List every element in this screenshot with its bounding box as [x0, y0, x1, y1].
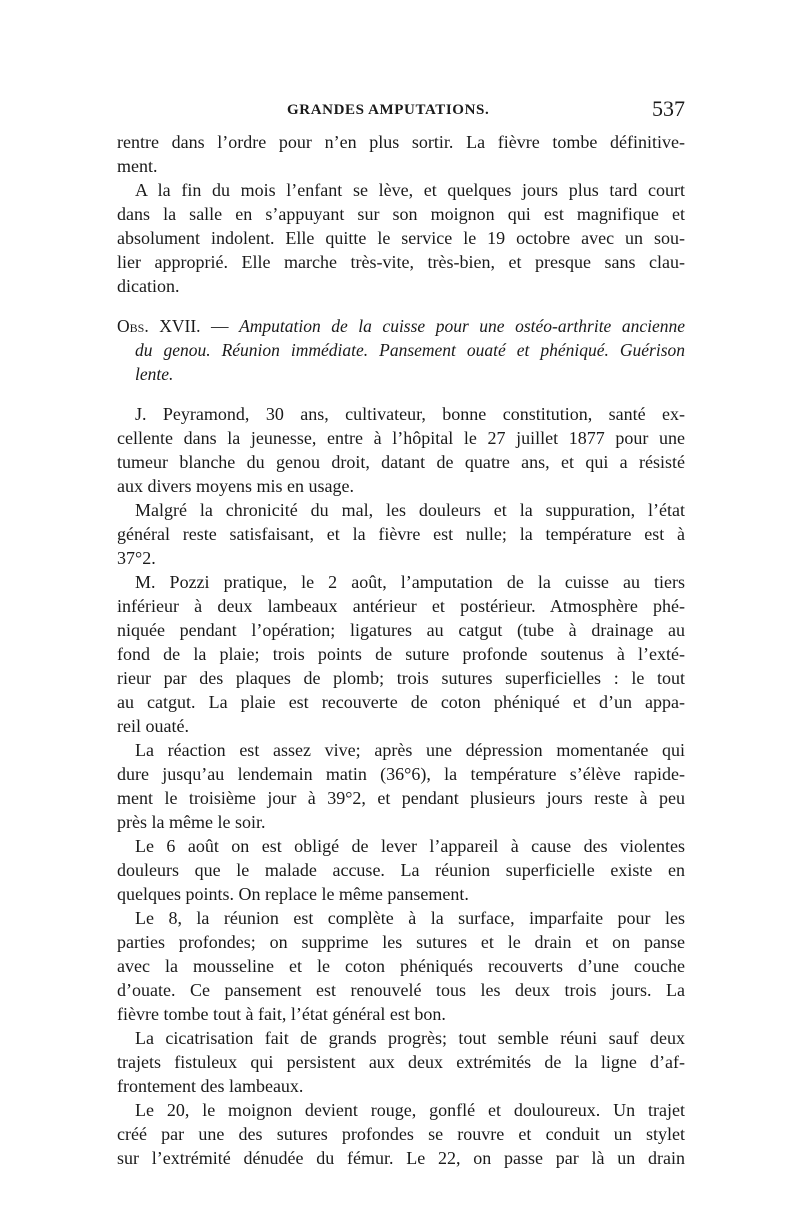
- text-line: niquée pendant l’opération; ligatures au catgut (tube à drainage au: [117, 620, 685, 640]
- text-line: fièvre tombe tout à fait, l’état général est bon.: [117, 1004, 446, 1024]
- paragraph-continuation: [117, 130, 685, 178]
- text-line: 37°2.: [117, 548, 156, 568]
- text-line: Le 8, la réunion est complète à la surface, imparfaite pour les: [135, 908, 685, 928]
- text-line: M. Pozzi pratique, le 2 août, l’amputation de la cuisse au tiers: [135, 572, 685, 592]
- text-line: dication.: [117, 276, 180, 296]
- text-line: dans la salle en s’appuyant sur son moignon qui est magnifique et: [117, 204, 685, 224]
- text-line: créé par une des sutures profondes se rouvre et conduit un stylet: [117, 1124, 685, 1144]
- text-line: reil ouaté.: [117, 716, 189, 736]
- text-line: d’ouate. Ce pansement est renouvelé tous les deux trois jours. La: [117, 980, 685, 1000]
- text-line: ment.: [117, 156, 158, 176]
- observation-title-line: lente.: [135, 364, 174, 384]
- text-line: Le 20, le moignon devient rouge, gonflé et douloureux. Un trajet: [135, 1100, 685, 1120]
- text-line: A la fin du mois l’enfant se lève, et quelques jours plus tard court: [135, 180, 685, 200]
- text-line: inférieur à deux lambeaux antérieur et postérieur. Atmosphère phé-: [117, 596, 685, 616]
- text-line: sur l’extrémité dénudée du fémur. Le 22, on passe par là un drain: [117, 1148, 685, 1168]
- paragraph: [117, 834, 685, 906]
- text-line: rieur par des plaques de plomb; trois sutures superficielles : le tout: [117, 668, 685, 688]
- text-line: douleurs que le malade accuse. La réunion superficielle existe en: [117, 860, 685, 880]
- text-line: La cicatrisation fait de grands progrès; tout semble réuni sauf deux: [135, 1028, 685, 1048]
- text-line: fond de la plaie; trois points de suture profonde soutenus à l’exté-: [117, 644, 685, 664]
- body-text: [117, 130, 685, 1170]
- text-line: Le 6 août on est obligé de lever l’appareil à cause des violentes: [135, 836, 685, 856]
- text-line: au catgut. La plaie est recouverte de coton phéniqué et d’un appa-: [117, 692, 685, 712]
- text-line: parties profondes; on supprime les sutures et le drain et on panse: [117, 932, 685, 952]
- text-line: ment le troisième jour à 39°2, et pendant plusieurs jours reste à peu: [117, 788, 685, 808]
- text-line: cellente dans la jeunesse, entre à l’hôpital le 27 juillet 1877 pour une: [117, 428, 685, 448]
- observation-title-line: Amputation de la cuisse pour une ostéo-arthrite ancienne: [239, 316, 685, 336]
- text-line: dure jusqu’au lendemain matin (36°6), la température s’élève rapide-: [117, 764, 685, 784]
- paragraph: [117, 738, 685, 834]
- text-line: frontement des lambeaux.: [117, 1076, 304, 1096]
- text-line: trajets fistuleux qui persistent aux deux extrémités de la ligne d’af-: [117, 1052, 685, 1072]
- paragraph: [117, 570, 685, 738]
- text-line: général reste satisfaisant, et la fièvre est nulle; la température est à: [117, 524, 685, 544]
- paragraph: [117, 402, 685, 498]
- paragraph: [117, 906, 685, 1026]
- text-line: lier approprié. Elle marche très-vite, très-bien, et presque sans clau-: [117, 252, 685, 272]
- paragraph: [117, 1098, 685, 1170]
- text-line: Malgré la chronicité du mal, les douleurs et la suppuration, l’état: [135, 500, 685, 520]
- observation-label: Obs. XVII. —: [117, 316, 229, 336]
- running-title: GRANDES AMPUTATIONS.: [287, 102, 490, 118]
- paragraph: [117, 498, 685, 570]
- text-line: La réaction est assez vive; après une dépression momentanée qui: [135, 740, 685, 760]
- text-line: quelques points. On replace le même pansement.: [117, 884, 469, 904]
- paragraph: [117, 178, 685, 298]
- observation-title-line: du genou. Réunion immédiate. Pansement ouaté et phéniqué. Guérison: [135, 340, 685, 360]
- text-line: rentre dans l’ordre pour n’en plus sortir. La fièvre tombe définitive-: [117, 132, 685, 152]
- text-line: absolument indolent. Elle quitte le service le 19 octobre avec un sou-: [117, 228, 685, 248]
- text-line: tumeur blanche du genou droit, datant de quatre ans, et qui a résisté: [117, 452, 685, 472]
- text-line: près la même le soir.: [117, 812, 266, 832]
- observation-first-line: [117, 314, 685, 338]
- text-line: aux divers moyens mis en usage.: [117, 476, 354, 496]
- text-line: J. Peyramond, 30 ans, cultivateur, bonne constitution, santé ex-: [135, 404, 685, 424]
- text-line: avec la mousseline et le coton phéniqués recouverts d’une couche: [117, 956, 685, 976]
- paragraph: [117, 1026, 685, 1098]
- observation-heading: [117, 314, 685, 386]
- running-head: [117, 96, 685, 126]
- page-number: 537: [652, 96, 685, 121]
